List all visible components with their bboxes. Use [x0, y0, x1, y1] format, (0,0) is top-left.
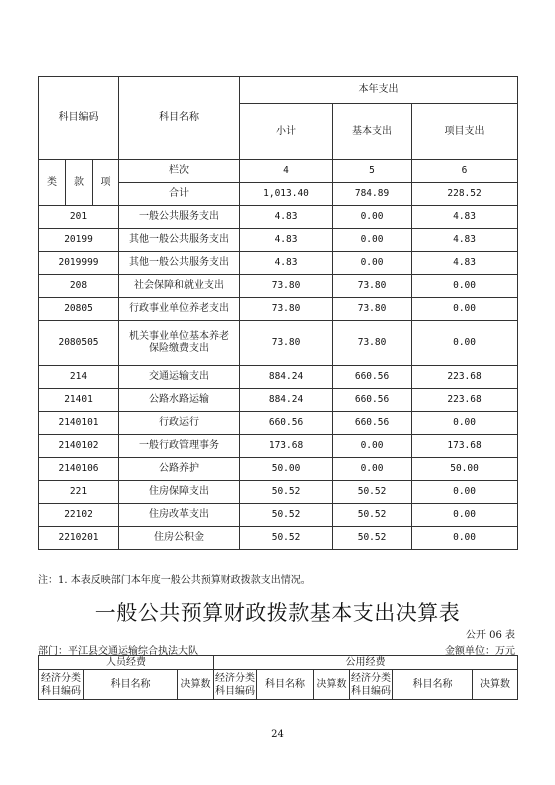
expenditure-table	[38, 76, 518, 550]
table-row	[39, 504, 518, 527]
header-econ-code-2: 经济分类 科目编码	[214, 670, 257, 700]
row-name: 机关事业单位基本养老保险缴费支出	[119, 321, 240, 366]
row-project: 0.00	[412, 527, 518, 550]
row-subtotal: 884.24	[240, 389, 333, 412]
header-project: 项目支出	[412, 104, 518, 160]
row-project: 223.68	[412, 389, 518, 412]
row-name: 一般公共服务支出	[119, 206, 240, 229]
row-subtotal: 50.00	[240, 458, 333, 481]
row-code: 221	[39, 481, 119, 504]
row-basic: 0.00	[333, 435, 412, 458]
row-name: 一般行政管理事务	[119, 435, 240, 458]
header-public-expense: 公用经费	[214, 656, 518, 670]
total-project: 228.52	[412, 183, 518, 206]
row-basic: 73.80	[333, 298, 412, 321]
row-project: 4.83	[412, 252, 518, 275]
table-row	[39, 389, 518, 412]
row-subtotal: 884.24	[240, 366, 333, 389]
section-title: 一般公共预算财政拨款基本支出决算表	[94, 601, 461, 625]
table-row	[39, 412, 518, 435]
row-project: 0.00	[412, 412, 518, 435]
row-code: 2210201	[39, 527, 119, 550]
row-basic: 660.56	[333, 412, 412, 435]
table-row	[39, 458, 518, 481]
row-basic: 660.56	[333, 389, 412, 412]
row-subtotal: 73.80	[240, 321, 333, 366]
table-code: 公开 06 表	[465, 630, 515, 641]
row-name: 行政运行	[119, 412, 240, 435]
table-row	[39, 366, 518, 389]
row-name: 公路养护	[119, 458, 240, 481]
row-project: 0.00	[412, 298, 518, 321]
table-row	[39, 321, 518, 366]
row-basic: 660.56	[333, 366, 412, 389]
header-amount-2: 决算数	[314, 670, 350, 700]
colnum-5: 5	[333, 160, 412, 183]
table-row	[39, 527, 518, 550]
row-basic: 73.80	[333, 275, 412, 298]
header-current-year-expenditure: 本年支出	[240, 77, 518, 104]
row-code: 2019999	[39, 252, 119, 275]
row-code: 20199	[39, 229, 119, 252]
page-number: 24	[271, 729, 284, 740]
header-subtotal: 小计	[240, 104, 333, 160]
header-subject-name-3: 科目名称	[393, 670, 473, 700]
row-name: 住房改革支出	[119, 504, 240, 527]
header-xiang: 项	[93, 160, 119, 206]
row-subtotal: 173.68	[240, 435, 333, 458]
row-name: 社会保障和就业支出	[119, 275, 240, 298]
header-subject-code: 科目编码	[39, 77, 119, 160]
row-name: 住房公积金	[119, 527, 240, 550]
row-subtotal: 50.52	[240, 527, 333, 550]
row-code: 20805	[39, 298, 119, 321]
table-row	[39, 206, 518, 229]
row-basic: 50.52	[333, 504, 412, 527]
header-personnel-expense: 人员经费	[39, 656, 214, 670]
header-lanci: 栏次	[119, 160, 240, 183]
row-project: 50.00	[412, 458, 518, 481]
row-basic: 50.52	[333, 527, 412, 550]
total-subtotal: 1,013.40	[240, 183, 333, 206]
row-basic: 73.80	[333, 321, 412, 366]
row-project: 223.68	[412, 366, 518, 389]
table-row	[39, 252, 518, 275]
header-subject-name: 科目名称	[119, 77, 240, 160]
table-row	[39, 481, 518, 504]
amount-unit: 金额单位：万元	[445, 646, 515, 657]
header-lei: 类	[39, 160, 66, 206]
row-code: 201	[39, 206, 119, 229]
header-kuan: 款	[66, 160, 93, 206]
row-subtotal: 73.80	[240, 275, 333, 298]
table-row	[39, 298, 518, 321]
row-code: 2080505	[39, 321, 119, 366]
row-subtotal: 4.83	[240, 229, 333, 252]
row-code: 214	[39, 366, 119, 389]
row-code: 2140102	[39, 435, 119, 458]
row-basic: 0.00	[333, 229, 412, 252]
row-name: 交通运输支出	[119, 366, 240, 389]
row-subtotal: 4.83	[240, 206, 333, 229]
header-basic: 基本支出	[333, 104, 412, 160]
row-code: 21401	[39, 389, 119, 412]
total-basic: 784.89	[333, 183, 412, 206]
row-project: 4.83	[412, 206, 518, 229]
row-project: 0.00	[412, 275, 518, 298]
row-name: 公路水路运输	[119, 389, 240, 412]
table-note: 注：1. 本表反映部门本年度一般公共预算财政拨款支出情况。	[38, 575, 311, 586]
row-basic: 0.00	[333, 206, 412, 229]
row-project: 0.00	[412, 321, 518, 366]
row-basic: 0.00	[333, 458, 412, 481]
row-code: 22102	[39, 504, 119, 527]
table-row	[39, 435, 518, 458]
row-subtotal: 73.80	[240, 298, 333, 321]
header-amount-1: 决算数	[178, 670, 214, 700]
table-row	[39, 229, 518, 252]
row-subtotal: 660.56	[240, 412, 333, 435]
row-project: 173.68	[412, 435, 518, 458]
row-subtotal: 50.52	[240, 504, 333, 527]
header-subject-name-1: 科目名称	[84, 670, 178, 700]
row-name: 行政事业单位养老支出	[119, 298, 240, 321]
row-project: 4.83	[412, 229, 518, 252]
row-basic: 50.52	[333, 481, 412, 504]
row-project: 0.00	[412, 504, 518, 527]
colnum-4: 4	[240, 160, 333, 183]
row-project: 0.00	[412, 481, 518, 504]
table-row	[39, 275, 518, 298]
row-name: 其他一般公共服务支出	[119, 229, 240, 252]
row-code: 208	[39, 275, 119, 298]
header-econ-code-1: 经济分类 科目编码	[39, 670, 84, 700]
row-name: 住房保障支出	[119, 481, 240, 504]
total-label: 合计	[119, 183, 240, 206]
header-subject-name-2: 科目名称	[257, 670, 314, 700]
row-code: 2140106	[39, 458, 119, 481]
row-subtotal: 4.83	[240, 252, 333, 275]
row-subtotal: 50.52	[240, 481, 333, 504]
header-amount-3: 决算数	[473, 670, 518, 700]
basic-expenditure-table	[38, 655, 518, 700]
row-basic: 0.00	[333, 252, 412, 275]
colnum-6: 6	[412, 160, 518, 183]
header-econ-code-3: 经济分类 科目编码	[350, 670, 393, 700]
department-label: 部门：平江县交通运输综合执法大队	[38, 646, 198, 657]
row-code: 2140101	[39, 412, 119, 435]
row-name: 其他一般公共服务支出	[119, 252, 240, 275]
